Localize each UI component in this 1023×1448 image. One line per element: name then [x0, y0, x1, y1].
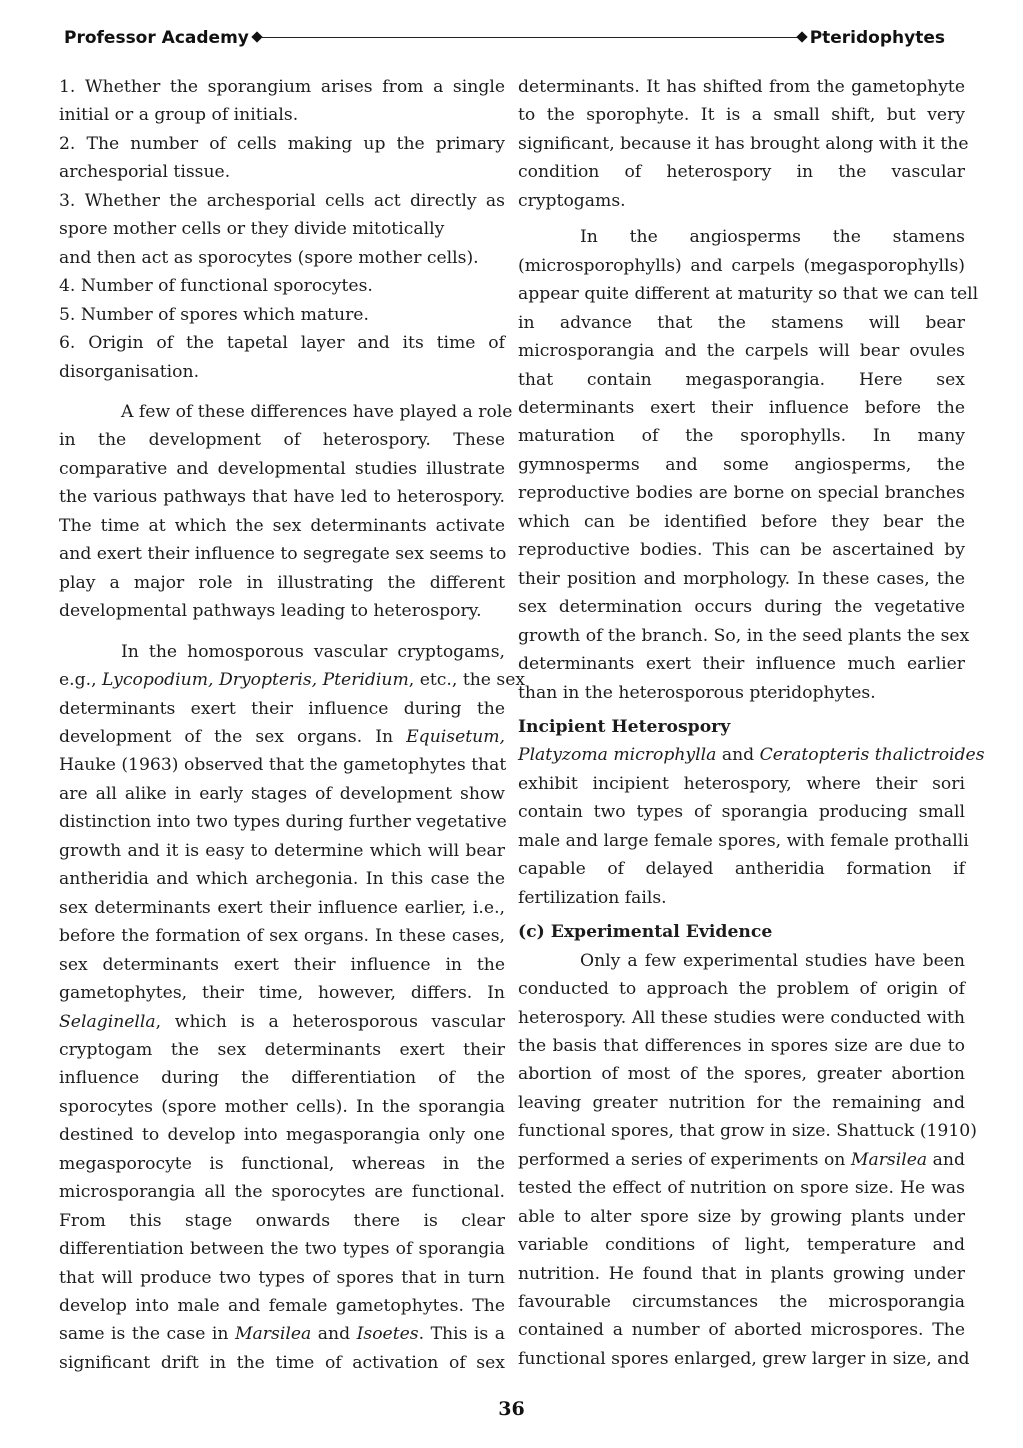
text-line: functional spores enlarged, grew larger in size, and	[518, 1348, 970, 1369]
text-line: to the sporophyte. It is a small shift, but very	[518, 105, 965, 126]
text-line: before the formation of sex organs. In these cases,	[59, 926, 505, 947]
diamond-bullet-icon	[796, 31, 807, 42]
text-line: influence during the differentiation of the	[59, 1068, 505, 1089]
text-line: the basis that differences in spores size are due to	[518, 1035, 965, 1056]
text-line: Selaginella, which is a heterosporous vascular	[59, 1011, 505, 1032]
text-line: that will produce two types of spores that in turn	[59, 1267, 505, 1288]
text-line: significant drift in the time of activation of sex	[59, 1352, 505, 1373]
text-line: condition of heterospory in the vascular	[518, 162, 965, 183]
text-line: reproductive bodies. This can be ascertained by	[518, 540, 965, 561]
text-line: sporocytes (spore mother cells). In the sporangia	[59, 1096, 505, 1117]
paragraph	[518, 223, 979, 707]
list-item: 2. The number of cells making up the primary	[59, 133, 505, 154]
text-line: capable of delayed antheridia formation if	[518, 859, 965, 880]
criteria-list	[59, 73, 505, 386]
text-line: variable conditions of light, temperature and	[518, 1235, 965, 1256]
list-item: spore mother cells or they divide mitotically	[59, 219, 445, 240]
text-line: A few of these differences have played a role	[121, 401, 513, 422]
text-line: differentiation between the two types of sporangia	[59, 1239, 505, 1260]
text-line: their position and morphology. In these cases, the	[518, 568, 965, 589]
paragraph	[518, 73, 969, 215]
text-line: male and large female spores, with female prothalli	[518, 830, 969, 851]
text-line: exhibit incipient heterospory, where their sori	[518, 773, 965, 794]
text-line: determinants exert their influence before the	[518, 397, 965, 418]
text-line: (microsporophylls) and carpels (megasporophylls)	[518, 255, 965, 276]
text-line: e.g., Lycopodium, Dryopteris, Pteridium, etc., the sex	[59, 670, 526, 691]
list-item: 3. Whether the archesporial cells act directly as	[59, 190, 505, 211]
text-line: The time at which the sex determinants activate	[59, 515, 505, 536]
text-line: determinants exert their influence much earlier	[518, 654, 965, 675]
text-line: performed a series of experiments on Marsilea and	[518, 1149, 965, 1170]
text-line: destined to develop into megasporangia only one	[59, 1125, 505, 1146]
text-line: fertilization fails.	[518, 887, 667, 908]
text-line: In the angiosperms the stamens	[580, 227, 965, 248]
text-line: develop into male and female gametophytes. The	[59, 1296, 505, 1317]
text-line: in the development of heterospory. These	[59, 430, 505, 451]
text-line: significant, because it has brought along with it the	[518, 133, 969, 154]
paragraph	[59, 638, 526, 1378]
text-line: which can be identified before they bear the	[518, 511, 965, 532]
text-line: From this stage onwards there is clear	[59, 1210, 505, 1231]
text-line: developmental pathways leading to heterospory.	[59, 601, 482, 622]
text-line: able to alter spore size by growing plants under	[518, 1206, 965, 1227]
text-line: abortion of most of the spores, greater abortion	[518, 1064, 965, 1085]
right-column	[518, 73, 985, 1373]
text-line: tested the effect of nutrition on spore size. He was	[518, 1178, 965, 1199]
header-divider-line	[261, 37, 798, 38]
list-item: archesporial tissue.	[59, 162, 231, 183]
text-line: conducted to approach the problem of origin of	[518, 979, 965, 1000]
text-line: distinction into two types during further vegetative	[59, 812, 507, 833]
text-line: gymnosperms and some angiosperms, the	[518, 454, 965, 475]
list-item: 1. Whether the sporangium arises from a single	[59, 77, 505, 97]
text-line: microsporangia all the sporocytes are functional.	[59, 1182, 505, 1203]
left-column	[59, 73, 526, 1377]
header-right-title: Pteridophytes	[809, 28, 945, 48]
text-line: functional spores, that grow in size. Shattuck (1910)	[518, 1121, 977, 1142]
header-rule	[251, 31, 808, 45]
text-line: microsporangia and the carpels will bear ovules	[518, 341, 965, 362]
text-line: cryptogams.	[518, 190, 626, 211]
page-number: 36	[498, 1398, 525, 1420]
paragraph	[518, 741, 985, 912]
text-line: In the homosporous vascular cryptogams,	[121, 641, 505, 662]
text-line: leaving greater nutrition for the remaining and	[518, 1092, 965, 1113]
text-line: growth of the branch. So, in the seed plants the sex	[518, 625, 970, 646]
text-line: antheridia and which archegonia. In this case the	[59, 869, 505, 890]
list-item: 4. Number of functional sporocytes.	[59, 276, 373, 297]
paragraph	[59, 398, 513, 626]
list-item: and then act as sporocytes (spore mother cells).	[59, 247, 479, 268]
text-line: heterospory. All these studies were conducted with	[518, 1007, 965, 1028]
text-line: Only a few experimental studies have been	[580, 950, 965, 971]
text-line: cryptogam the sex determinants exert their	[59, 1039, 505, 1060]
text-line: are all alike in early stages of development show	[59, 783, 505, 804]
text-line: sex determinants exert their influence in the	[59, 954, 505, 975]
text-line: favourable circumstances the microsporangia	[518, 1292, 965, 1313]
list-item: 6. Origin of the tapetal layer and its time of	[59, 333, 505, 354]
text-line: and exert their influence to segregate sex seems to	[59, 544, 507, 565]
text-line: determinants. It has shifted from the gametophyte	[518, 77, 965, 97]
text-line: contained a number of aborted microspores. The	[518, 1320, 965, 1341]
text-line: sex determination occurs during the vegetative	[518, 597, 965, 618]
text-line: determinants exert their influence during the	[59, 698, 505, 719]
header-left-title: Professor Academy	[64, 28, 249, 48]
text-line: development of the sex organs. In Equisetum,	[59, 726, 505, 747]
text-line: nutrition. He found that in plants growing under	[518, 1263, 965, 1284]
text-line: Hauke (1963) observed that the gametophytes that	[59, 755, 507, 776]
text-line: than in the heterosporous pteridophytes.	[518, 682, 876, 703]
text-line: sex determinants exert their influence earlier, i.e.,	[59, 897, 505, 918]
page-header	[60, 24, 945, 52]
list-item: disorganisation.	[59, 361, 200, 382]
text-line: appear quite different at maturity so that we can tell	[518, 284, 979, 305]
text-line: same is the case in Marsilea and Isoetes. This is a	[59, 1324, 505, 1345]
text-line: comparative and developmental studies illustrate	[59, 458, 505, 479]
text-line: maturation of the sporophylls. In many	[518, 426, 965, 447]
section-heading: (c) Experimental Evidence	[518, 922, 773, 943]
section-heading: Incipient Heterospory	[518, 716, 731, 737]
list-item: initial or a group of initials.	[59, 105, 299, 126]
text-line: contain two types of sporangia producing small	[518, 802, 965, 823]
text-line: growth and it is easy to determine which will bear	[59, 840, 505, 861]
text-line: megasporocyte is functional, whereas in the	[59, 1153, 505, 1174]
paragraph	[518, 947, 977, 1374]
text-line: Platyzoma microphylla and Ceratopteris thalictroides	[518, 745, 985, 766]
text-line: reproductive bodies are borne on special branches	[518, 483, 965, 504]
text-line: in advance that the stamens will bear	[518, 312, 965, 333]
list-item: 5. Number of spores which mature.	[59, 304, 369, 325]
text-line: the various pathways that have led to heterospory.	[59, 487, 505, 508]
text-line: play a major role in illustrating the different	[59, 572, 505, 593]
text-line: gametophytes, their time, however, differs. In	[59, 983, 505, 1004]
text-line: that contain megasporangia. Here sex	[518, 369, 965, 390]
